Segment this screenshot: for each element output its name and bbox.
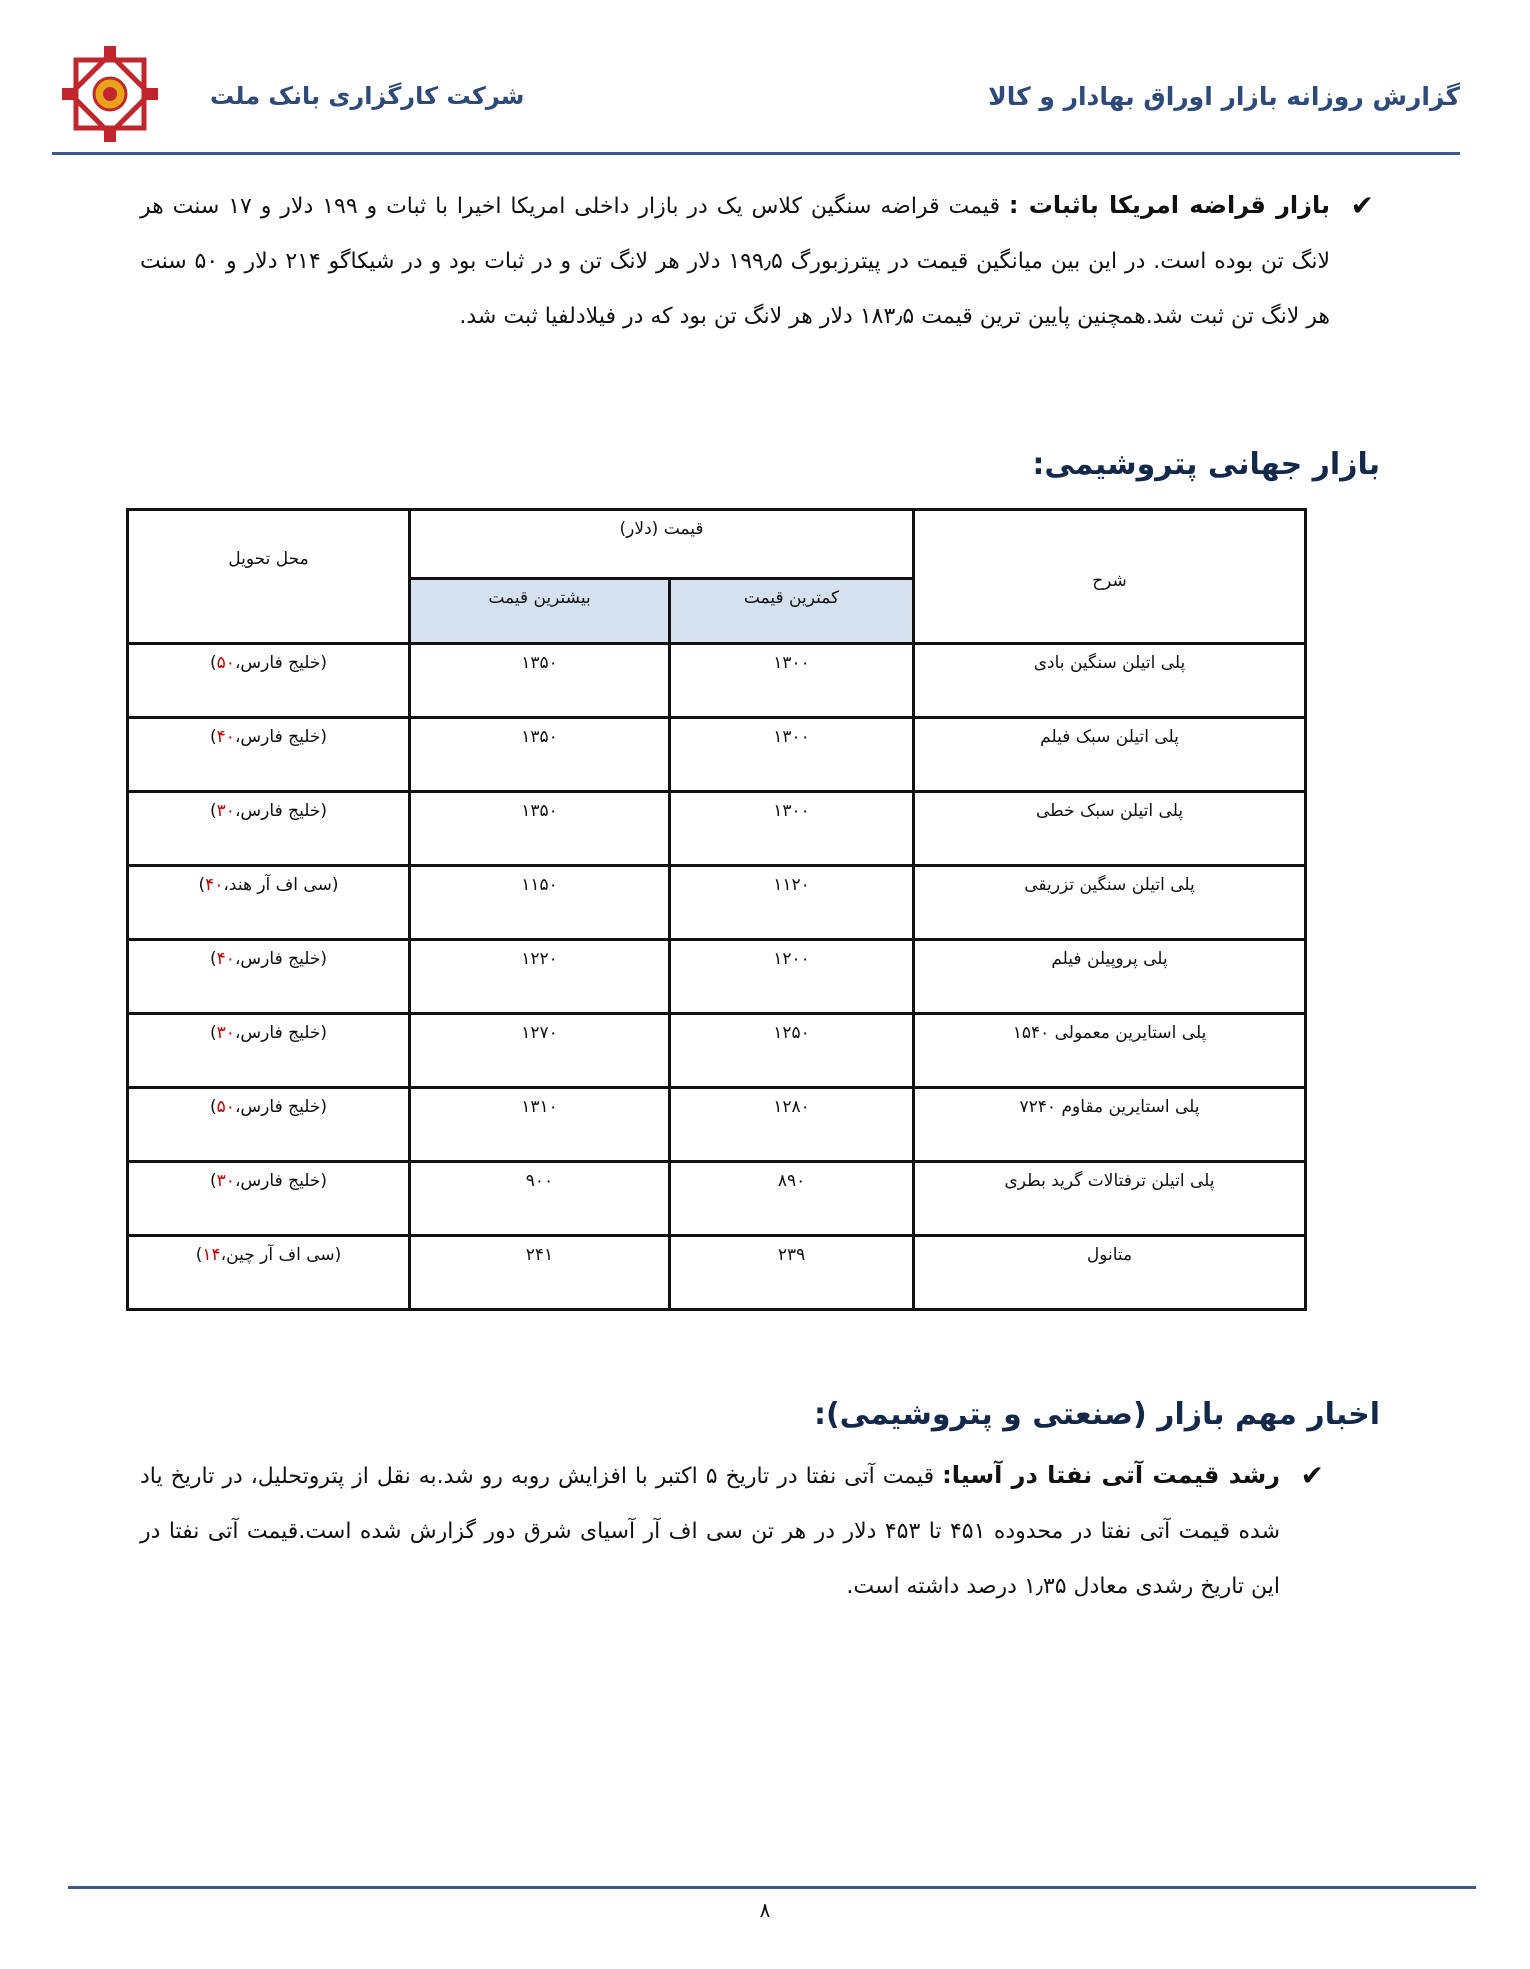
table-row — [128, 1236, 1306, 1310]
cell-max: ۱۳۱۰ — [410, 1088, 670, 1162]
cell-description: پلی پروپیلن فیلم — [914, 940, 1306, 1014]
table-row — [128, 940, 1306, 1014]
cell-min: ۱۲۸۰ — [670, 1088, 914, 1162]
cell-description: پلی اتیلن سنگین بادی — [914, 644, 1306, 718]
page-header — [50, 30, 1460, 160]
cell-delivery: (سی اف آر هند،۴۰) — [128, 866, 410, 940]
company-name: شرکت کارگزاری بانک ملت — [210, 82, 525, 110]
cell-max: ۲۴۱ — [410, 1236, 670, 1310]
cell-description: پلی استایرین معمولی ۱۵۴۰ — [914, 1014, 1306, 1088]
cell-max: ۱۲۲۰ — [410, 940, 670, 1014]
cell-max: ۱۱۵۰ — [410, 866, 670, 940]
table-row — [128, 644, 1306, 718]
paragraph-lead: رشد قیمت آتی نفتا در آسیا: — [942, 1461, 1281, 1489]
petrochem-price-table — [126, 508, 1307, 1311]
cell-delivery: (خلیج فارس،۵۰) — [128, 644, 410, 718]
cell-delivery: (خلیج فارس،۵۰) — [128, 1088, 410, 1162]
cell-max: ۱۳۵۰ — [410, 718, 670, 792]
scrap-market-paragraph — [140, 178, 1374, 344]
cell-min: ۱۳۰۰ — [670, 718, 914, 792]
paragraph-body: قیمت آتی نفتا در تاریخ ۵ اکتبر با افزایش روبه رو شد.به نقل از پتروتحلیل، در تاریخ یاد شده قیمت آتی نفتا در محدوده ۴۵۱ تا ۴۵۳ دلار در هر تن سی اف آر آسیای شرق دور گزارش شده است.قیمت آتی نفتا در این تاریخ رشدی معادل ۱٫۳۵ درصد داشته است. — [140, 1464, 1281, 1599]
header-min-price: کمترین قیمت — [670, 579, 914, 644]
table-row — [128, 1014, 1306, 1088]
cell-description: پلی اتیلن سنگین تزریقی — [914, 866, 1306, 940]
paragraph-body: قیمت قراضه سنگین کلاس یک در بازار داخلی امریکا اخیرا با ثبات و ۱۹۹ دلار و ۱۷ سنت هر لانگ تن بوده است. در این بین میانگین قیمت در پیترزبورگ ۱۹۹٫۵ دلار هر لانگ تن و در ثبات بود و در شیکاگو ۲۱۴ دلار و ۵۰ سنت هر لانگ تن ثبت شد.همچنین پایین ترین قیمت ۱۸۳٫۵ دلار هر لانگ تن بود که در فیلادلفیا ثبت شد. — [140, 194, 1331, 329]
cell-delivery: (سی اف آر چین،۱۴) — [128, 1236, 410, 1310]
header-description: شرح — [914, 510, 1306, 644]
cell-delivery: (خلیج فارس،۳۰) — [128, 792, 410, 866]
table-row — [128, 1162, 1306, 1236]
report-title: گزارش روزانه بازار اوراق بهادار و کالا — [988, 82, 1460, 111]
cell-max: ۱۳۵۰ — [410, 792, 670, 866]
cell-min: ۱۳۰۰ — [670, 644, 914, 718]
cell-min: ۲۳۹ — [670, 1236, 914, 1310]
cell-delivery: (خلیج فارس،۴۰) — [128, 718, 410, 792]
cell-min: ۱۳۰۰ — [670, 792, 914, 866]
cell-min: ۱۱۲۰ — [670, 866, 914, 940]
page-number: ۸ — [759, 1898, 771, 1922]
header-delivery: محل تحویل — [128, 510, 410, 644]
footer-divider — [68, 1886, 1476, 1889]
table-row — [128, 866, 1306, 940]
checkmark-icon: ✔ — [1300, 1459, 1324, 1492]
bank-mellat-logo-icon — [60, 44, 160, 144]
petrochem-section-title: بازار جهانی پتروشیمی: — [1032, 447, 1380, 482]
cell-min: ۸۹۰ — [670, 1162, 914, 1236]
table-row — [128, 718, 1306, 792]
cell-description: پلی استایرین مقاوم ۷۲۴۰ — [914, 1088, 1306, 1162]
cell-max: ۹۰۰ — [410, 1162, 670, 1236]
cell-min: ۱۲۰۰ — [670, 940, 914, 1014]
cell-description: پلی اتیلن سبک فیلم — [914, 718, 1306, 792]
cell-description: متانول — [914, 1236, 1306, 1310]
naphtha-news-paragraph — [140, 1448, 1324, 1614]
cell-max: ۱۲۷۰ — [410, 1014, 670, 1088]
header-divider — [52, 152, 1460, 155]
header-max-price: بیشترین قیمت — [410, 579, 670, 644]
cell-min: ۱۲۵۰ — [670, 1014, 914, 1088]
cell-delivery: (خلیج فارس،۳۰) — [128, 1162, 410, 1236]
cell-delivery: (خلیج فارس،۴۰) — [128, 940, 410, 1014]
cell-delivery: (خلیج فارس،۳۰) — [128, 1014, 410, 1088]
paragraph-lead: بازار قراضه امریکا باثبات : — [1008, 191, 1330, 219]
checkmark-icon: ✔ — [1350, 189, 1374, 222]
table-row — [128, 792, 1306, 866]
cell-description: پلی اتیلن سبک خطی — [914, 792, 1306, 866]
cell-description: پلی اتیلن ترفتالات گرید بطری — [914, 1162, 1306, 1236]
news-section-title: اخبار مهم بازار (صنعتی و پتروشیمی): — [813, 1397, 1380, 1432]
table-row — [128, 1088, 1306, 1162]
header-price: قیمت (دلار) — [410, 510, 914, 579]
cell-max: ۱۳۵۰ — [410, 644, 670, 718]
